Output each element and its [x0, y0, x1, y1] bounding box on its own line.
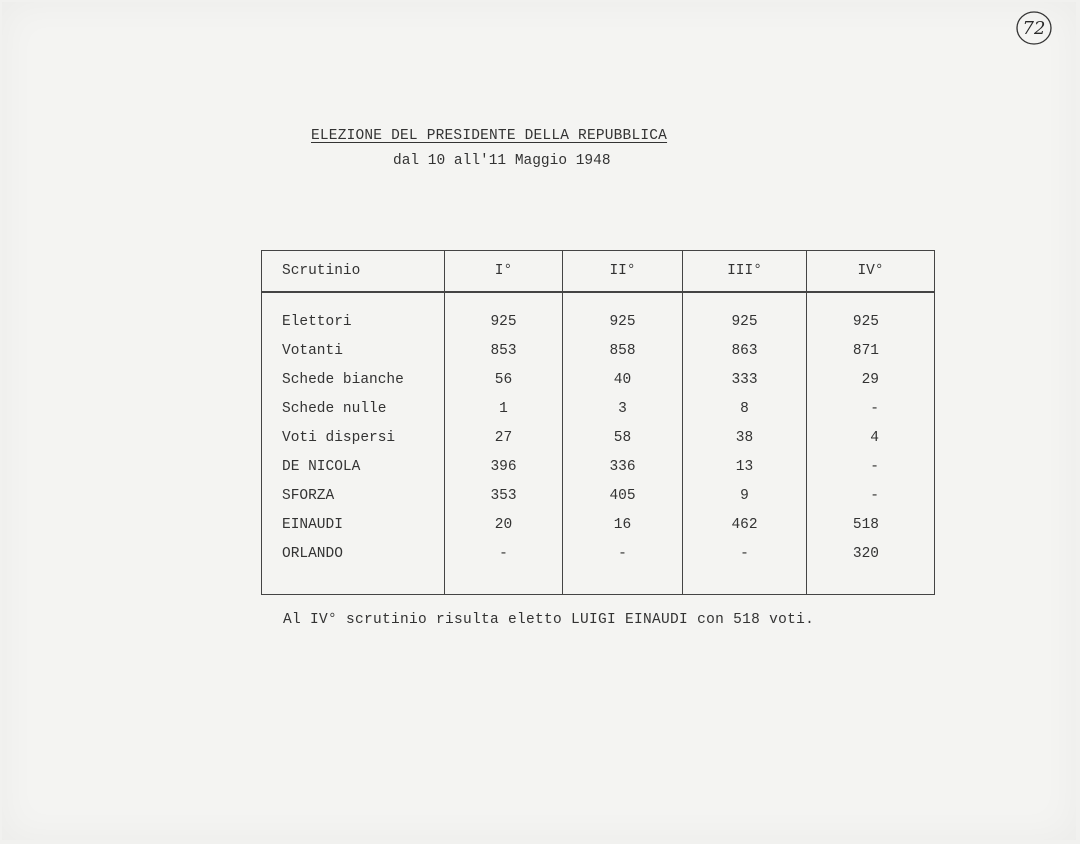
cell: 925 [445, 292, 563, 336]
cell: 56 [445, 365, 563, 394]
table-row [262, 510, 935, 539]
table-row [262, 452, 935, 481]
cell: 1 [445, 394, 563, 423]
table-row [262, 423, 935, 452]
row-label: Schede nulle [282, 400, 387, 417]
table-row [262, 539, 935, 568]
spacer-cell [683, 568, 807, 595]
cell: 13 [683, 452, 807, 481]
cell: 20 [445, 510, 563, 539]
cell: 462 [683, 510, 807, 539]
cell: - [807, 394, 935, 423]
cell: 925 [683, 292, 807, 336]
spacer-cell [807, 568, 935, 595]
footnote: Al IV° scrutinio risulta eletto LUIGI EINAUDI con 518 voti. [283, 612, 815, 628]
table-spacer-row [262, 568, 935, 595]
row-label: DE NICOLA [282, 458, 361, 475]
cell: - [807, 481, 935, 510]
cell: 9 [683, 481, 807, 510]
results-table [261, 250, 935, 595]
page-number [1014, 8, 1054, 48]
page-number-text: 72 [1022, 17, 1046, 39]
table-header-row [262, 251, 935, 293]
cell: - [445, 539, 563, 568]
table-row [262, 394, 935, 423]
cell: 858 [563, 336, 683, 365]
cell: 336 [563, 452, 683, 481]
row-label: Votanti [282, 342, 343, 359]
header-round-1: I° [445, 251, 563, 293]
cell: 4 [807, 423, 935, 452]
cell: 396 [445, 452, 563, 481]
cell: 871 [807, 336, 935, 365]
spacer-cell [262, 568, 445, 595]
cell: 925 [807, 292, 935, 336]
cell: 320 [807, 539, 935, 568]
cell: 16 [563, 510, 683, 539]
cell: 27 [445, 423, 563, 452]
cell: 40 [563, 365, 683, 394]
table-row [262, 481, 935, 510]
cell: 38 [683, 423, 807, 452]
cell: 58 [563, 423, 683, 452]
cell: 3 [563, 394, 683, 423]
cell: 925 [563, 292, 683, 336]
cell: 853 [445, 336, 563, 365]
row-label: Schede bianche [282, 371, 404, 388]
cell: - [807, 452, 935, 481]
table-row [262, 292, 935, 336]
document-title: ELEZIONE DEL PRESIDENTE DELLA REPUBBLICA [311, 128, 668, 144]
cell: 29 [807, 365, 935, 394]
cell: 353 [445, 481, 563, 510]
spacer-cell [445, 568, 563, 595]
row-label: EINAUDI [282, 516, 343, 533]
table-row [262, 365, 935, 394]
header-round-2: II° [563, 251, 683, 293]
header-round-4: IV° [807, 251, 935, 293]
table-row [262, 336, 935, 365]
header-round-3: III° [683, 251, 807, 293]
cell: 8 [683, 394, 807, 423]
cell: - [563, 539, 683, 568]
cell: 863 [683, 336, 807, 365]
cell: - [683, 539, 807, 568]
cell: 333 [683, 365, 807, 394]
header-scrutinio: Scrutinio [262, 251, 445, 293]
row-label: ORLANDO [282, 545, 343, 562]
row-label: SFORZA [282, 487, 335, 504]
row-label: Voti dispersi [282, 429, 396, 446]
cell: 518 [807, 510, 935, 539]
row-label: Elettori [282, 313, 352, 330]
cell: 405 [563, 481, 683, 510]
spacer-cell [563, 568, 683, 595]
document-subtitle: dal 10 all'11 Maggio 1948 [393, 153, 611, 169]
